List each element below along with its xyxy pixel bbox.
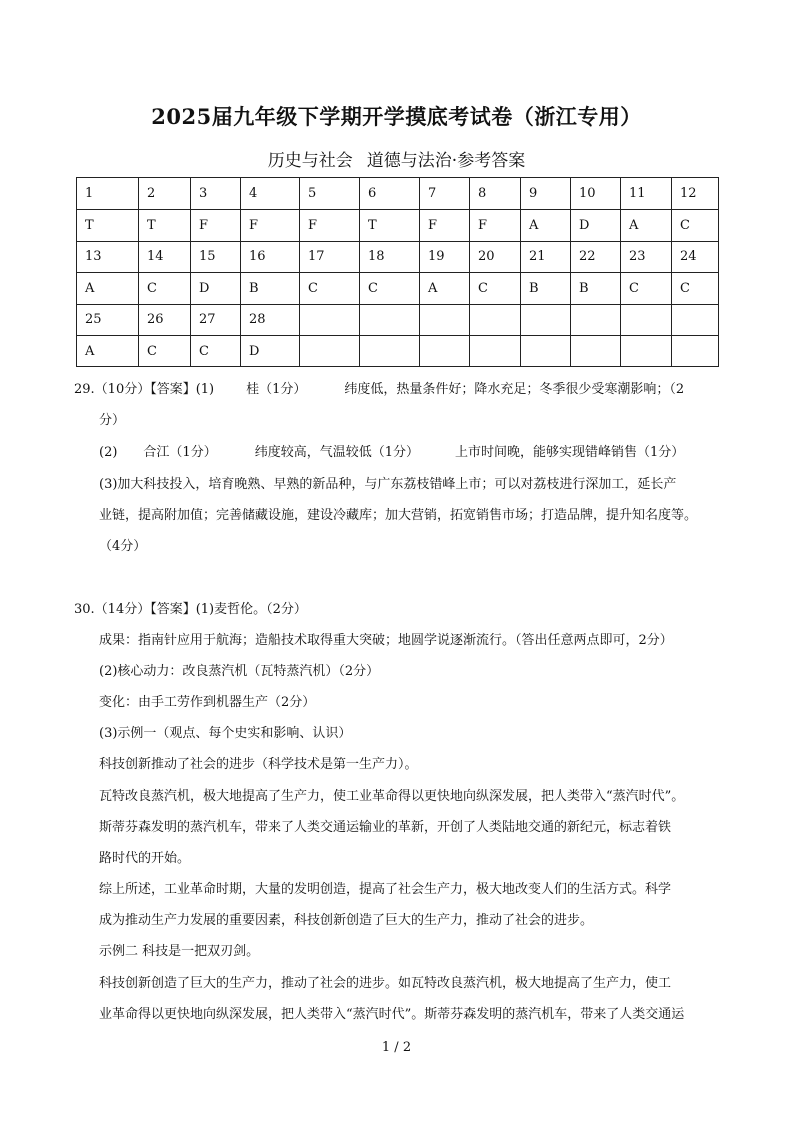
table-cell: C (470, 273, 521, 305)
table-cell (621, 336, 672, 367)
q29-line-2: 分） (99, 413, 126, 428)
table-cell: 7 (420, 178, 470, 210)
q30-line-13: 科技创新创造了巨大的生产力，推动了社会的进步。如瓦特改良蒸汽机，极大地提高了生产力，使工 (99, 976, 672, 991)
q30-line-2: 成果：指南针应用于航海；造船技术取得重大突破；地圆学说逐渐流行。（答出任意两点即可，2分） (99, 633, 673, 648)
q29-line-1 (74, 378, 684, 397)
table-cell (470, 336, 521, 367)
table-cell: 5 (300, 178, 360, 210)
q30-line-3: (2)核心动力：改良蒸汽机（瓦特蒸汽机）（2分） (99, 664, 380, 679)
table-cell: 6 (360, 178, 420, 210)
table-cell: 25 (77, 304, 139, 336)
table-row (77, 210, 719, 242)
table-cell (672, 336, 719, 367)
table-cell (420, 304, 470, 336)
table-cell: D (241, 336, 300, 367)
q29-answer-2a: 合江（1分） (143, 445, 217, 460)
table-cell: A (420, 273, 470, 305)
table-cell: C (360, 273, 420, 305)
exam-subtitle (0, 146, 793, 171)
table-cell: 19 (420, 241, 470, 273)
table-cell: F (241, 210, 300, 242)
table-cell: C (672, 210, 719, 242)
table-row (77, 336, 719, 367)
q29-line-5: 业链，提高附加值；完善储藏设施，建设冷藏库；加大营销，拓宽销售市场；打造品牌，提升知名度等。 (99, 508, 698, 523)
table-cell: A (621, 210, 672, 242)
table-cell (470, 304, 521, 336)
table-row (77, 304, 719, 336)
subtitle-subject-b: 道德与法治·参考答案 (366, 151, 526, 171)
table-cell: C (672, 273, 719, 305)
table-cell (571, 336, 621, 367)
table-cell: 8 (470, 178, 521, 210)
table-cell: 9 (521, 178, 571, 210)
table-cell: B (571, 273, 621, 305)
table-cell: 3 (191, 178, 241, 210)
table-cell (672, 304, 719, 336)
table-cell (521, 336, 571, 367)
table-cell: 26 (139, 304, 191, 336)
table-cell: 22 (571, 241, 621, 273)
table-cell (360, 336, 420, 367)
q30-line-4: 变化：由手工劳作到机器生产（2分） (99, 695, 316, 710)
table-cell: 4 (241, 178, 300, 210)
exam-title: 2025届九年级下学期开学摸底考试卷（浙江专用） (151, 104, 642, 129)
table-cell: 24 (672, 241, 719, 273)
q30-line-9: 路时代的开始。 (99, 851, 191, 866)
table-cell: 21 (521, 241, 571, 273)
table-cell: 20 (470, 241, 521, 273)
page-number: 1 / 2 (381, 1040, 412, 1055)
q30-line-1: 30.（14分）【答案】(1)麦哲伦。（2分） (74, 602, 307, 617)
table-cell: 17 (300, 241, 360, 273)
table-cell: 11 (621, 178, 672, 210)
table-cell: 23 (621, 241, 672, 273)
table-cell: B (241, 273, 300, 305)
table-cell: 15 (191, 241, 241, 273)
table-cell: T (139, 210, 191, 242)
table-cell: F (420, 210, 470, 242)
table-cell: F (300, 210, 360, 242)
table-cell: A (77, 336, 139, 367)
table-cell: F (470, 210, 521, 242)
table-cell: T (77, 210, 139, 242)
table-cell (300, 304, 360, 336)
table-cell: 12 (672, 178, 719, 210)
table-cell (300, 336, 360, 367)
table-cell: 27 (191, 304, 241, 336)
table-cell: C (191, 336, 241, 367)
answer-table (76, 177, 719, 367)
table-cell: A (521, 210, 571, 242)
table-cell: C (300, 273, 360, 305)
table-cell: F (191, 210, 241, 242)
table-cell: 10 (571, 178, 621, 210)
table-cell: 18 (360, 241, 420, 273)
q29-answer-2b: 纬度较高，气温较低（1分） (254, 445, 419, 460)
table-cell: 2 (139, 178, 191, 210)
table-cell: 16 (241, 241, 300, 273)
table-cell (571, 304, 621, 336)
q30-line-12: 示例二 科技是一把双刃剑。 (99, 944, 260, 959)
table-cell (621, 304, 672, 336)
table-cell: 28 (241, 304, 300, 336)
table-cell (420, 336, 470, 367)
table-cell (521, 304, 571, 336)
subtitle-subject-a: 历史与社会 (267, 151, 353, 171)
table-cell: D (191, 273, 241, 305)
q30-line-8: 斯蒂芬森发明的蒸汽机车，带来了人类交通运输业的革新，开创了人类陆地交通的新纪元，标志着铁 (99, 820, 672, 835)
table-cell: C (139, 336, 191, 367)
table-row (77, 241, 719, 273)
q29-answer-1b: 纬度低，热量条件好；降水充足；冬季很少受寒潮影响；（2 (344, 382, 685, 397)
table-cell: 13 (77, 241, 139, 273)
table-cell (360, 304, 420, 336)
table-cell: 14 (139, 241, 191, 273)
q30-line-14: 业革命得以更快地向纵深发展，把人类带入“蒸汽时代”。斯蒂芬森发明的蒸汽机车，带来了人类交通运 (99, 1007, 685, 1022)
table-cell: 1 (77, 178, 139, 210)
q30-line-6: 科技创新推动了社会的进步（科学技术是第一生产力）。 (99, 757, 418, 772)
q29-answer-2c: 上市时间晚，能够实现错峰销售（1分） (454, 445, 685, 460)
table-cell: C (621, 273, 672, 305)
table-cell: D (571, 210, 621, 242)
q29-line-4: (3)加大科技投入，培育晚熟、早熟的新品种，与广东荔枝错峰上市；可以对荔枝进行深加工，延长产 (99, 477, 677, 492)
q30-line-5: (3)示例一（观点、每个史实和影响、认识） (99, 726, 352, 741)
table-cell: B (521, 273, 571, 305)
q30-line-11: 成为推动生产力发展的重要因素，科技创新创造了巨大的生产力，推动了社会的进步。 (99, 913, 594, 928)
table-cell: C (139, 273, 191, 305)
table-row (77, 178, 719, 210)
q29-answer-1a: 桂（1分） (246, 382, 307, 397)
q30-line-7: 瓦特改良蒸汽机，极大地提高了生产力，使工业革命得以更快地向纵深发展，把人类带入“蒸汽时代”。 (99, 789, 685, 804)
table-cell: A (77, 273, 139, 305)
q29-line-6: （4分） (99, 539, 147, 554)
table-row (77, 273, 719, 305)
q30-line-10: 综上所述，工业革命时期，大量的发明创造，提高了社会生产力，极大地改变人们的生活方式。科学 (99, 882, 672, 897)
q29-label: 29.（10分）【答案】(1) (74, 382, 215, 397)
q29-line-3: (2) 合江（1分） 纬度较高，气温较低（1分） 上市时间晚，能够实现错峰销售（1分） (99, 445, 685, 460)
table-cell: T (360, 210, 420, 242)
